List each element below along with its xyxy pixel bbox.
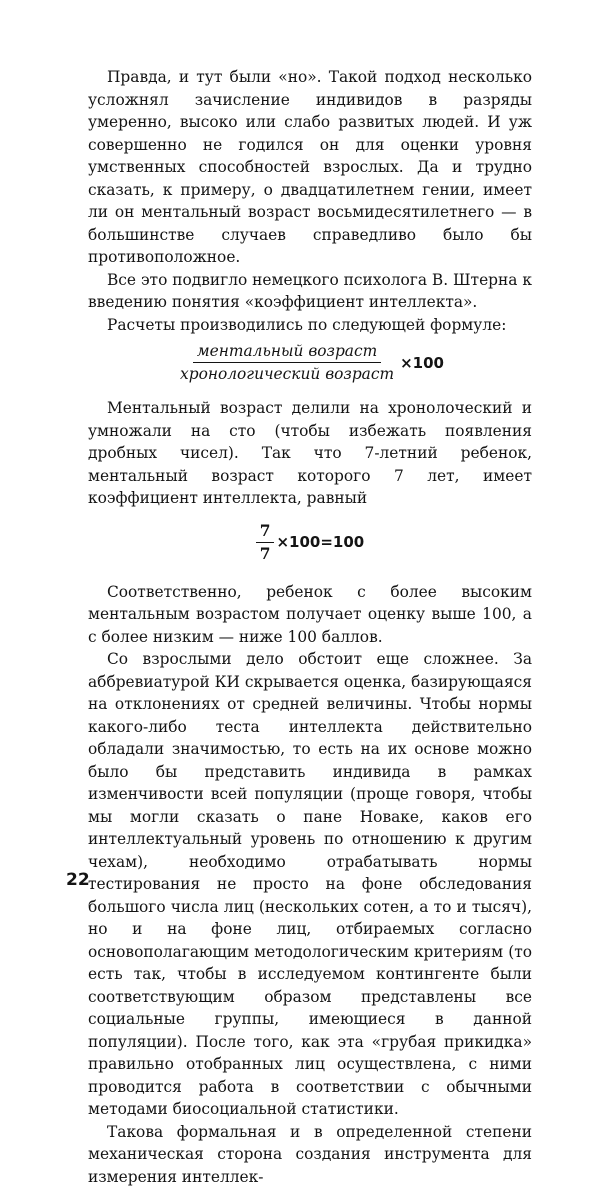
formula-fraction <box>176 342 398 383</box>
paragraph-1: Правда, и тут были «но». Такой подход несколько усложнял зачисление индивидов в разряды умеренно, высоко или слабо развитых людей. И уж совершенно не годился он для оценки уровня умственных способностей взрослых. Да и трудно сказать, к примеру, о двадцатилетнем гении, имеет ли он ментальный возраст восьмидесятилетнего — в большинстве случаев справедливо было бы противоположное. <box>88 66 532 269</box>
formula-multiplier: ×100 <box>400 354 444 372</box>
paragraph-2: Все это подвигло немецкого психолога В. Штерна к введению понятия «коэффициент интеллекта». <box>88 269 532 314</box>
paragraph-7: Такова формальная и в определенной степени механическая сторона создания инструмента для измерения интеллек- <box>88 1121 532 1188</box>
paragraph-6: Со взрослыми дело обстоит еще сложнее. За аббревиатурой КИ скрывается оценка, базирующаяся на отклонениях от средней величины. Чтобы нормы какого-либо теста интеллекта действительно обладали значимостью, то есть на их основе можно было бы представить индивида в рамках изменчивости всей популяции (проще говоря, чтобы мы могли сказать о пане Новаке, каков его интеллектуальный уровень по отношению к другим чехам), необходимо отрабатывать нормы тестирования не просто на фоне обследования большого числа лиц (нескольких сотен, а то и тысяч), но и на фоне лиц, отбираемых согласно основополагающим методологическим критериям (то есть так, чтобы в исследуемом контингенте были соответствующим образом представлены все социальные группы, имеющиеся в данной популяции). После того, как эта «грубая прикидка» правильно отобранных лиц осуществлена, с ними проводится работа в соответствии с обычными методами биосоциальной статистики. <box>88 648 532 1121</box>
example-numerator: 7 <box>256 522 275 543</box>
example-fraction <box>256 522 275 563</box>
paragraph-5: Соответственно, ребенок с более высоким ментальным возрастом получает оценку выше 100, а с более низким — ниже 100 баллов. <box>88 581 532 649</box>
body-text <box>88 66 532 1188</box>
paragraph-4: Ментальный возраст делили на хронолоческий и умножали на сто (чтобы избежать появления дробных чисел). Так что 7-летний ребенок, ментальный возраст которого 7 лет, имеет коэффициент интеллекта, равный <box>88 397 532 510</box>
paragraph-3: Расчеты производились по следующей формуле: <box>88 314 532 337</box>
example-formula <box>88 522 532 563</box>
example-result: ×100=100 <box>276 533 364 551</box>
example-denominator: 7 <box>256 543 275 563</box>
formula-numerator: ментальный возраст <box>193 342 381 363</box>
page-number: 22 <box>66 870 90 890</box>
iq-formula <box>88 342 532 383</box>
formula-denominator: хронологический возраст <box>176 363 398 383</box>
